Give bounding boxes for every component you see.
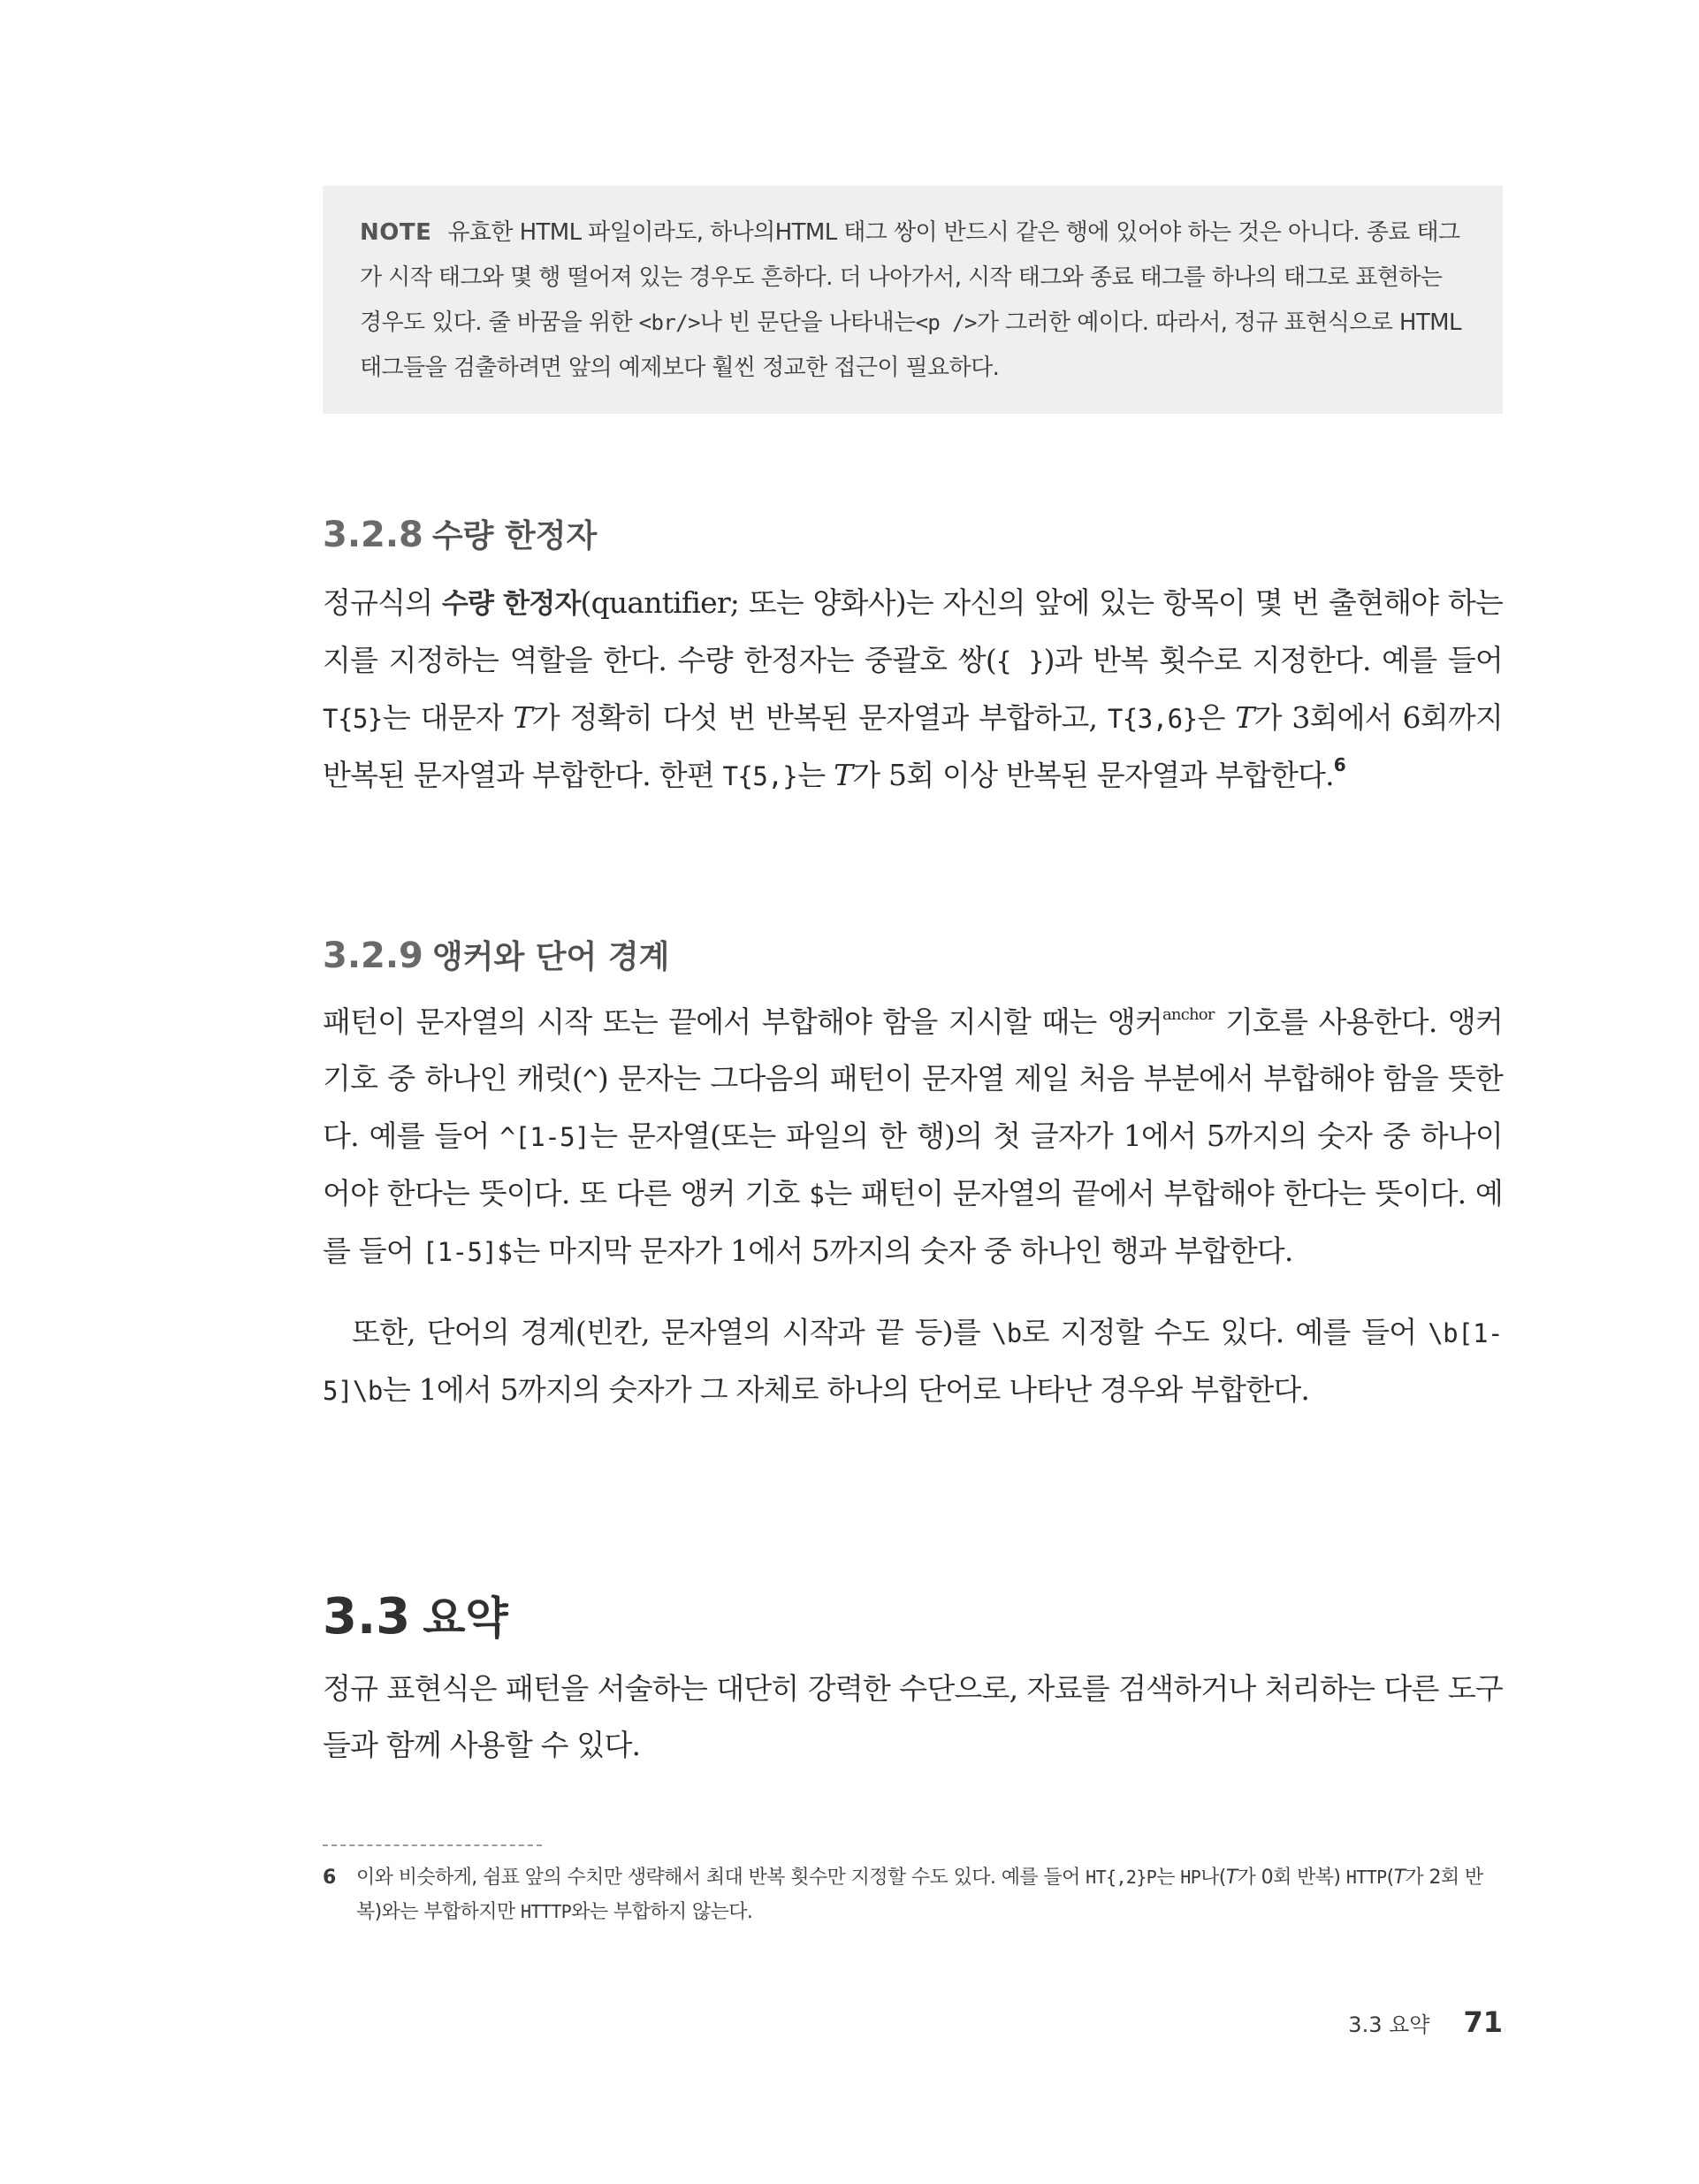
section-number: 3.2.8 bbox=[323, 515, 423, 555]
text: 가 2회 반복)와는 부합하지만 bbox=[356, 1867, 1483, 1923]
inline-code: \b[1-5]\b bbox=[323, 1318, 1503, 1406]
paragraph-word-boundary bbox=[323, 1304, 1503, 1419]
text: 는 패턴이 문자열의 끝에서 부합해야 한다는 뜻이다. 예를 들어 bbox=[323, 1176, 1503, 1268]
text: 이와 비슷하게, 쉼표 앞의 수치만 생략해서 최대 반복 횟수만 지정할 수도 있다. 예를 들어 bbox=[356, 1867, 1086, 1889]
book-page bbox=[323, 0, 1503, 2184]
inline-code: HTTP bbox=[1345, 1867, 1387, 1888]
text: 가 5회 이상 반복된 문자열과 부합한다. bbox=[852, 758, 1334, 792]
inline-code: $ bbox=[809, 1180, 825, 1210]
section-title: 수량 한정자 bbox=[431, 518, 598, 554]
running-section-title: 3.3 요약 bbox=[1348, 2012, 1430, 2037]
note-label: NOTE bbox=[360, 219, 432, 246]
text: (quantifier; 또는 양화사)는 자신의 앞에 있는 항목이 몇 번 출현해야 하는지를 지정하는 역할을 한다. 수량 한정자는 중괄호 쌍( bbox=[323, 585, 1503, 677]
section-number: 3.2.9 bbox=[323, 935, 423, 976]
inline-code: HP bbox=[1180, 1867, 1201, 1888]
note-text: 가 그러한 예이다. 따라서, 정규 표현식으로 HTML 태그들을 검출하려면 앞의 예제보다 훨씬 정교한 접근이 필요하다. bbox=[360, 309, 1461, 381]
inline-code: HTTTP bbox=[521, 1901, 572, 1922]
text: 가 0회 반복) bbox=[1237, 1867, 1346, 1889]
note-text: 유효한 HTML 파일이라도, 하나의HTML 태그 쌍이 반드시 같은 행에 있어야 하는 것은 아니다. 종료 태그가 시작 태그와 몇 행 떨어져 있는 경우도 흔하다. 더 나아가서, 시작 태그와 종료 태그를 하나의 태그로 표현하는 경우도 있다. 줄 바꿈을 위한 bbox=[360, 219, 1460, 336]
inline-code: HT{,2}P bbox=[1086, 1867, 1157, 1888]
footnote-number: 6 bbox=[323, 1867, 336, 1889]
text: 패턴이 문자열의 시작 또는 끝에서 부합해야 함을 지시할 때는 앵커 bbox=[323, 1004, 1162, 1039]
section-title: 앵커와 단어 경계 bbox=[431, 939, 670, 975]
text: 는 bbox=[797, 758, 834, 792]
note-text: 나 빈 문단을 나타내는 bbox=[699, 309, 916, 336]
text: 는 문자열(또는 파일의 한 행)의 첫 글자가 1에서 5까지의 숫자 중 하나이어야 한다는 뜻이다. 또 다른 앵커 기호 bbox=[323, 1119, 1504, 1210]
text: 는 1에서 5까지의 숫자가 그 자체로 하나의 단어로 나타난 경우와 부합한다. bbox=[382, 1372, 1310, 1407]
inline-code: T{5} bbox=[323, 704, 383, 734]
text: 는 마지막 문자가 1에서 5까지의 숫자 중 하나인 행과 부합한다. bbox=[512, 1233, 1293, 1268]
text: ) 문자는 그다음의 패턴이 문자열 제일 처음 부분에서 부합해야 함을 뜻한다. 예를 들어 bbox=[323, 1061, 1503, 1153]
superscript-term: anchor bbox=[1162, 1005, 1215, 1024]
text: 로 지정할 수도 있다. 예를 들어 bbox=[1021, 1315, 1429, 1349]
variable: T bbox=[1225, 1867, 1238, 1889]
footnote bbox=[323, 1860, 1503, 1929]
footnote-ref[interactable]: 6 bbox=[1333, 754, 1345, 775]
page-number: 71 bbox=[1463, 2005, 1503, 2039]
inline-code: ^[1-5] bbox=[499, 1122, 590, 1152]
section-number: 3.3 bbox=[323, 1588, 411, 1646]
section-heading-3-2-8 bbox=[323, 511, 597, 556]
inline-code: { } bbox=[995, 646, 1044, 676]
text: 기호를 사용한다. 앵커 기호 중 하나인 캐럿( bbox=[323, 1004, 1503, 1096]
note-box bbox=[323, 186, 1503, 414]
paragraph-anchor bbox=[323, 994, 1503, 1280]
keyword: 수량 한정자 bbox=[441, 588, 581, 620]
variable: T bbox=[1235, 700, 1254, 735]
text: 또한, 단어의 경계(빈칸, 문자열의 시작과 끝 등)를 bbox=[352, 1315, 992, 1349]
text: 정규 표현식은 패턴을 서술하는 대단히 강력한 수단으로, 자료를 검색하거나 처리하는 다른 도구들과 함께 사용할 수 있다. bbox=[323, 1671, 1503, 1762]
footnote-divider bbox=[323, 1844, 542, 1846]
variable: T bbox=[834, 758, 853, 792]
text: )과 반복 횟수로 지정한다. 예를 들어 bbox=[1043, 643, 1503, 677]
paragraph-quantifier bbox=[323, 575, 1503, 805]
section-heading-3-2-9 bbox=[323, 932, 669, 977]
text: 은 bbox=[1197, 700, 1236, 735]
text: 가 3회에서 6회까지 반복된 문자열과 부합한다. 한편 bbox=[323, 700, 1503, 792]
text: 는 bbox=[1156, 1867, 1181, 1889]
text: 와는 부합하지 않는다. bbox=[571, 1901, 753, 1923]
text: 가 정확히 다섯 번 반복된 문자열과 부합하고, bbox=[531, 700, 1108, 735]
text: ( bbox=[1386, 1867, 1394, 1889]
section-title: 요약 bbox=[423, 1592, 508, 1644]
inline-code: ^ bbox=[582, 1065, 598, 1095]
inline-code: T{5,} bbox=[722, 761, 798, 791]
paragraph-summary bbox=[323, 1661, 1503, 1774]
text: 나( bbox=[1200, 1867, 1226, 1889]
variable: T bbox=[513, 700, 532, 735]
text: 는 대문자 bbox=[382, 700, 514, 735]
page-footer bbox=[1348, 2005, 1503, 2039]
note-code-br: <br/> bbox=[638, 310, 700, 335]
note-code-p: <p /> bbox=[915, 310, 977, 335]
section-heading-3-3 bbox=[323, 1583, 508, 1646]
inline-code: \b bbox=[991, 1318, 1022, 1348]
inline-code: [1-5]$ bbox=[422, 1237, 513, 1267]
inline-code: T{3,6} bbox=[1107, 704, 1198, 734]
text: 정규식의 bbox=[323, 585, 442, 620]
variable: T bbox=[1393, 1867, 1406, 1889]
